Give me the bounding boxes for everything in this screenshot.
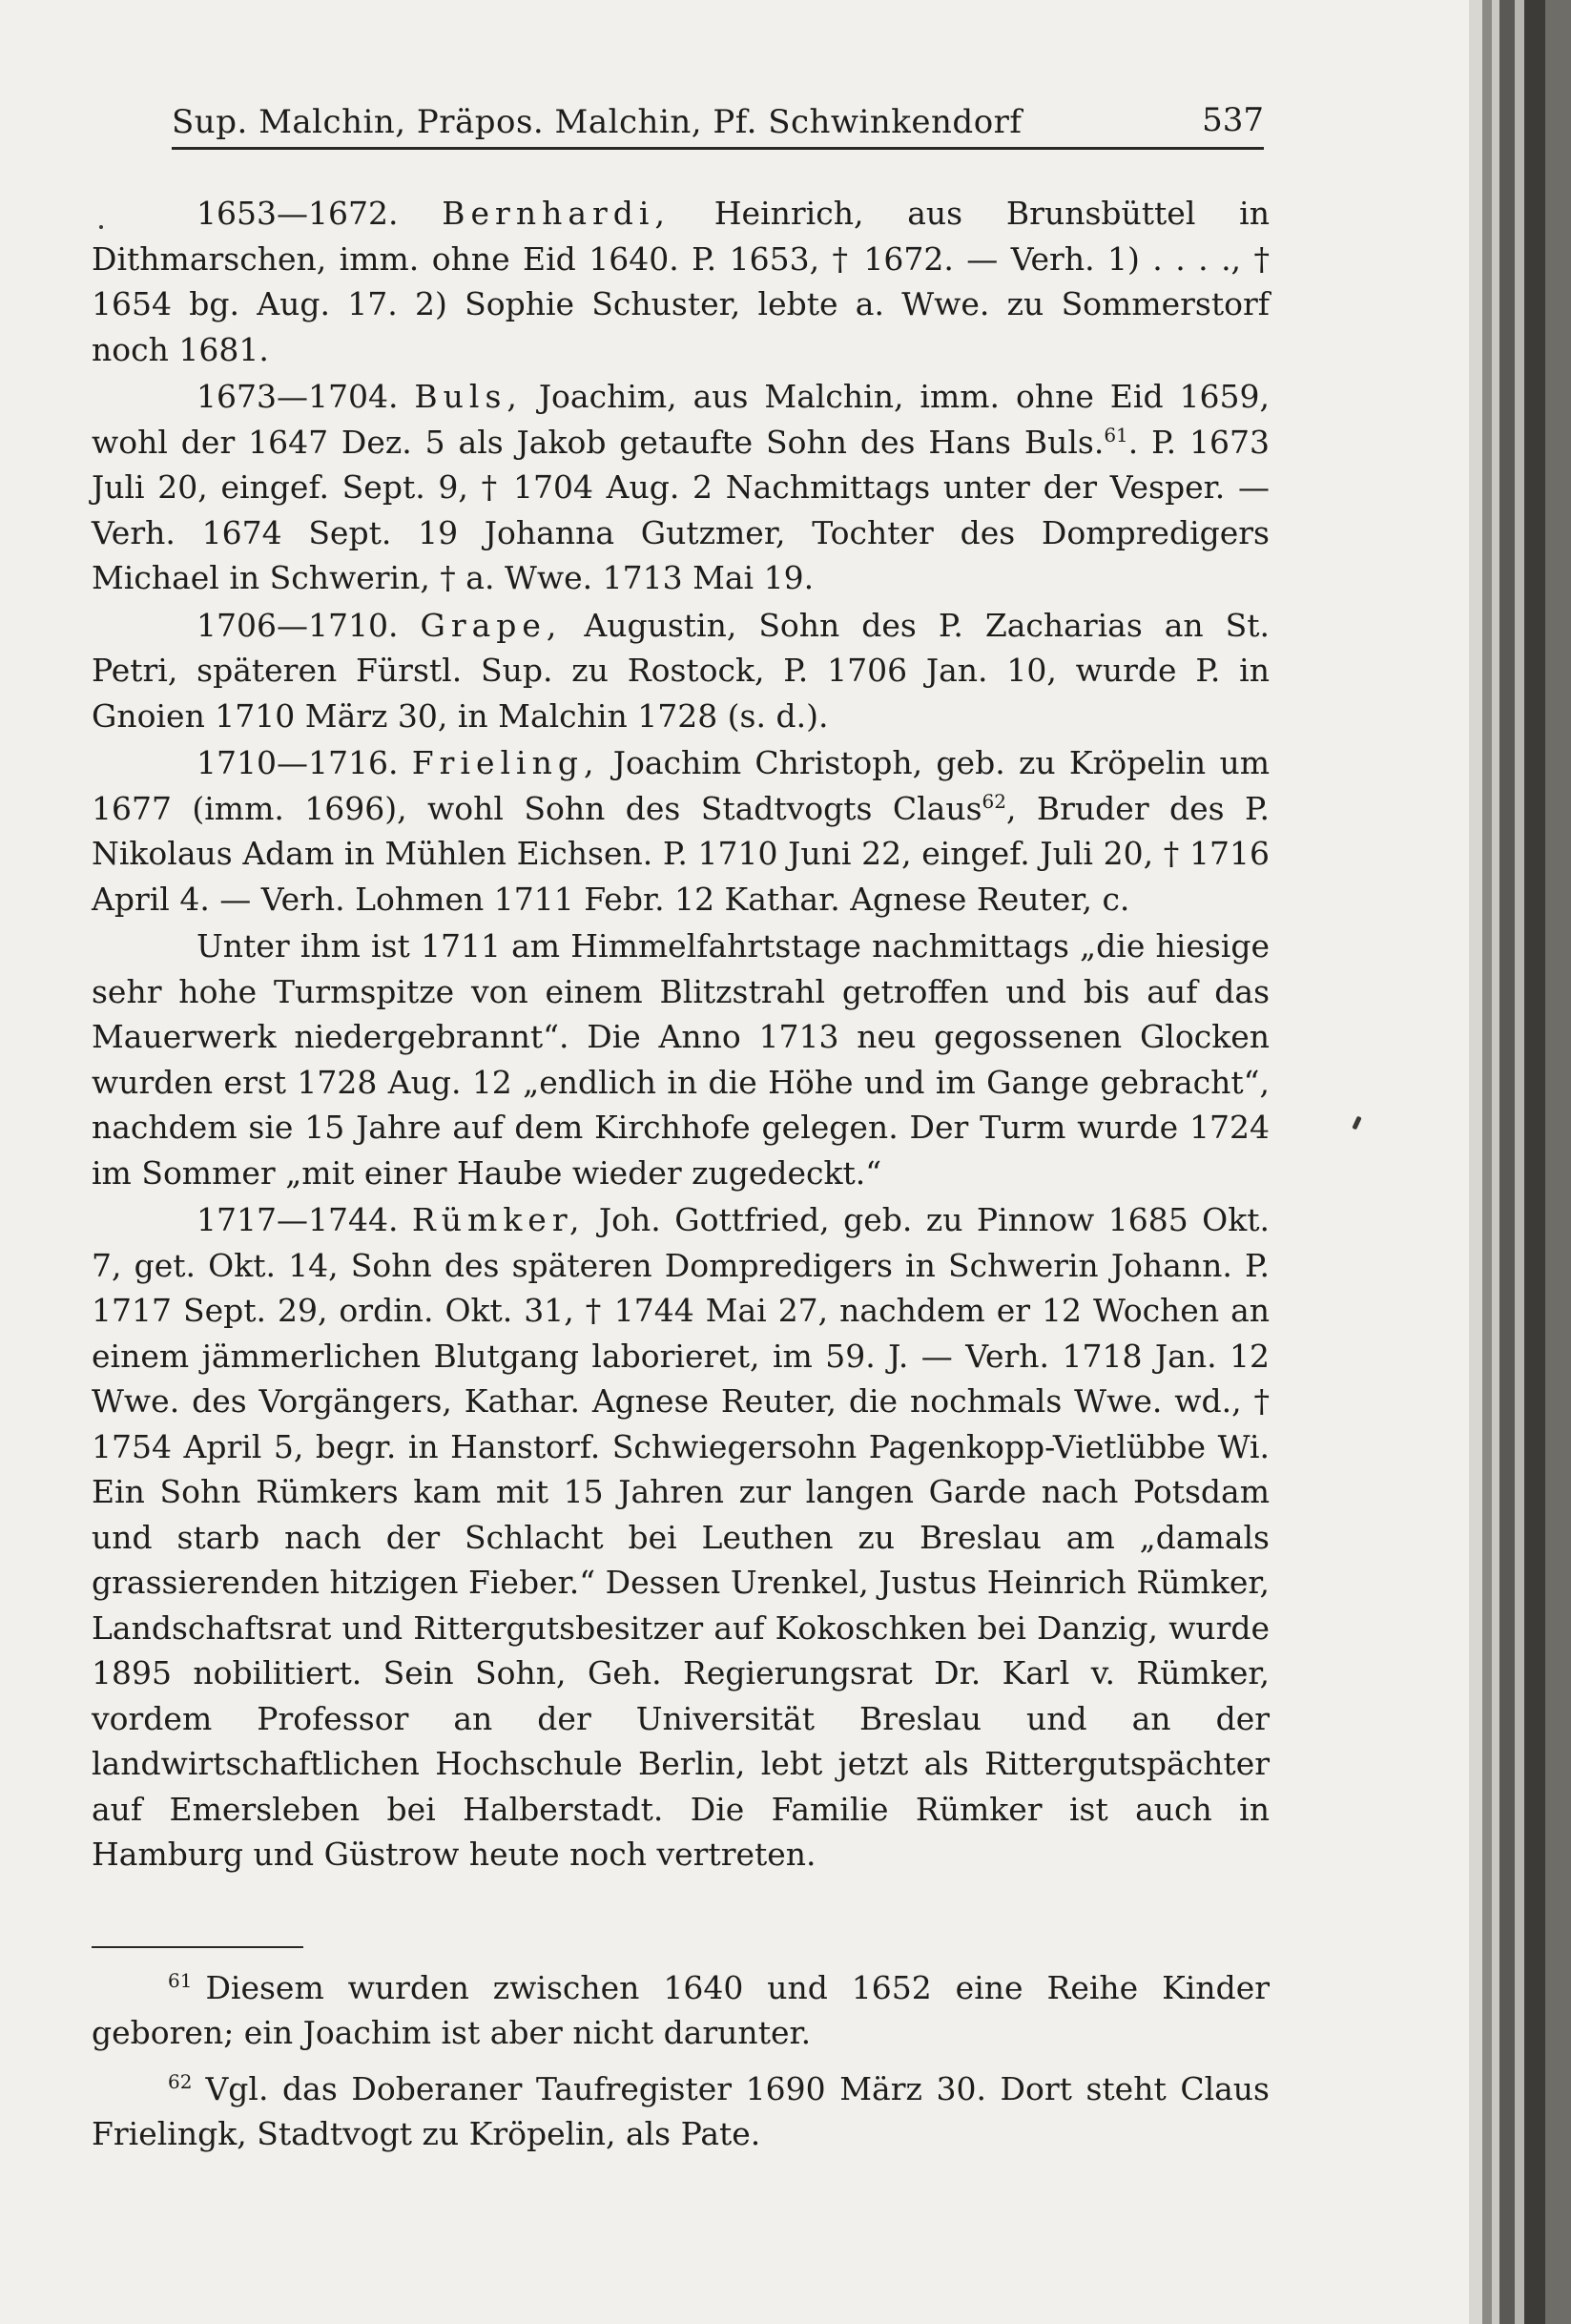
header-rule [172, 147, 1264, 150]
page-edge [1469, 0, 1482, 2324]
page-edge [1545, 0, 1571, 2324]
entry-frieling [92, 740, 1270, 922]
entry-name: Frieling, [411, 744, 600, 781]
entry-name: Rümker, [411, 1201, 586, 1238]
footnote-number: 62 [168, 2070, 193, 2093]
entry-name: Grape, [420, 606, 563, 644]
page-edge [1515, 0, 1524, 2324]
entry-text: Heinrich, aus Brunsbüttel in Dithmarschen, imm. ohne Eid 1640. P. 1653, † 1672. — Verh. 1) . . . ., † 1654 bg. Aug. 17. 2) Sophie Schuster, lebte a. Wwe. zu Sommerstorf noch 1681. [92, 195, 1270, 368]
running-head-title: Sup. Malchin, Präpos. Malchin, Pf. Schwinkendorf [172, 103, 1023, 141]
entry-name: Bernhardi, [442, 195, 671, 232]
entry-ruemker [92, 1197, 1270, 1878]
footnote-rule [92, 1946, 303, 1948]
entry-grape [92, 603, 1270, 739]
entry-years: 1717—1744. [196, 1201, 399, 1238]
footnotes [92, 1965, 1270, 2168]
entry-years: 1710—1716. [196, 744, 399, 781]
footnote-62 [92, 2066, 1270, 2156]
footnote-number: 61 [168, 1969, 193, 1992]
entry-text-continued: , Bruder des P. Nikolaus Adam in Mühlen Eichsen. P. 1710 Juni 22, eingef. Juli 20, † 1716 April 4. — Verh. Lohmen 1711 Febr. 12 Kathar. Agnese Reuter, c. [92, 789, 1270, 918]
main-text [92, 191, 1270, 1878]
paragraph-turm: Unter ihm ist 1711 am Himmelfahrtstage nachmittags „die hiesige sehr hohe Turmspitze von einem Blitzstrahl getroffen und bis auf das Mauerwerk niedergebrannt“. Die Anno 1713 neu gegossenen Glocken wurden erst 1728 Aug. 12 „endlich in die Höhe und im Gange gebracht“, nachdem sie 15 Jahre auf dem Kirchhofe gelegen. Der Turm wurde 1724 im Sommer „mit einer Haube wieder zugedeckt.“ [92, 927, 1270, 1192]
entry-text: Joachim Christoph, geb. zu Kröpelin um 1677 (imm. 1696), wohl Sohn des Stadtvogts Claus [92, 744, 1270, 827]
entry-years: 1706—1710. [196, 606, 399, 644]
page-edge [1499, 0, 1515, 2324]
ink-speck [1352, 1116, 1361, 1131]
entry-text: Joh. Gottfried, geb. zu Pinnow 1685 Okt. 7, get. Okt. 14, Sohn des späteren Dompredigers in Schwerin Johann. P. 1717 Sept. 29, ordin. Okt. 31, † 1744 Mai 27, nachdem er 12 Wochen an einem jämmerlichen Blutgang laborieret, im 59. J. — Verh. 1718 Jan. 12 Wwe. des Vorgängers, Kathar. Agnese Reuter, die nochmals Wwe. wd., † 1754 April 5, begr. in Hanstorf. Schwiegersohn Pagenkopp-Vietlübbe Wi. Ein Sohn Rümkers kam mit 15 Jahren zur langen Garde nach Potsdam und starb nach der Schlacht bei Leuthen zu Breslau am „damals grassierenden hitzigen Fieber.“ Dessen Urenkel, Justus Heinrich Rümker, Landschaftsrat und Rittergutsbesitzer auf Kokoschken bei Danzig, wurde 1895 nobilitiert. Sein Sohn, Geh. Regierungsrat Dr. Karl v. Rümker, vordem Professor an der Universität Breslau und an der landwirtschaftlichen Hochschule Berlin, lebt jetzt als Rittergutspächter auf Emersleben bei Halberstadt. Die Familie Rümker ist auch in Hamburg und Güstrow heute noch vertreten. [92, 1201, 1270, 1873]
entry-years: 1653—1672. [196, 195, 399, 232]
entry-text-continued: . P. 1673 Juli 20, eingef. Sept. 9, † 1704 Aug. 2 Nachmittags unter der Vesper. — Verh. 1674 Sept. 19 Johanna Gutzmer, Tochter des Dompredigers Michael in Schwerin, † a. Wwe. 1713 Mai 19. [92, 423, 1270, 596]
page-number: 537 [1202, 101, 1264, 139]
footnote-reference[interactable]: 61 [1104, 423, 1128, 446]
entry-text: Augustin, Sohn des P. Zacharias an St. Petri, späteren Fürstl. Sup. zu Rostock, P. 1706 Jan. 10, wurde P. in Gnoien 1710 März 30, in Malchin 1728 (s. d.). [92, 606, 1270, 735]
footnote-reference[interactable]: 62 [982, 789, 1006, 813]
entry-buls [92, 374, 1270, 601]
footnote-text: Vgl. das Doberaner Taufregister 1690 März 30. Dort steht Claus Frielingk, Stadtvogt zu Kröpelin, als Pate. [92, 2070, 1270, 2152]
page-edge [1482, 0, 1492, 2324]
page-edge [1524, 0, 1545, 2324]
running-head [172, 95, 1264, 153]
ink-speck [99, 225, 103, 229]
entry-name: Buls, [414, 378, 523, 415]
entry-bernhardi [92, 191, 1270, 372]
page-edge [1492, 0, 1499, 2324]
entry-text: Joachim, aus Malchin, imm. ohne Eid 1659, wohl der 1647 Dez. 5 als Jakob getaufte Sohn des Hans Buls. [92, 378, 1270, 461]
entry-years: 1673—1704. [196, 378, 399, 415]
footnote-61 [92, 1965, 1270, 2055]
footnote-text: Diesem wurden zwischen 1640 und 1652 eine Reihe Kinder geboren; ein Joachim ist aber nicht darunter. [92, 1969, 1270, 2051]
